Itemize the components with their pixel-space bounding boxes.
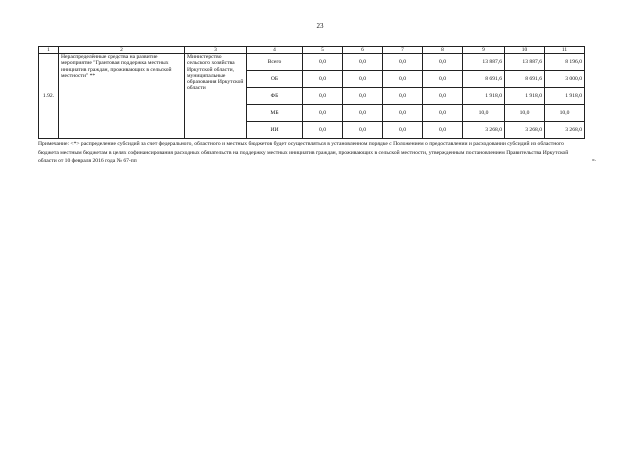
value-cell: 13 887,6 bbox=[463, 54, 505, 71]
executor: Министерство сельского хозяйства Иркутской области, муниципальные образования Иркутской области bbox=[185, 54, 247, 139]
value-cell: 0,0 bbox=[343, 122, 383, 139]
column-number: 11 bbox=[545, 47, 585, 54]
funding-source: Всего bbox=[247, 54, 303, 71]
value-cell: 0,0 bbox=[303, 122, 343, 139]
column-number: 9 bbox=[463, 47, 505, 54]
footnote: Примечание: <*> распределение субсидий за счет федерального, областного и местных бюджетов будет осуществляться в установленном порядке с Положением о предоставлении и расходовании субсидий из областного бюджета местным бюджетам в целях софинансирования расходных обязательств на поддержку местных инициатив граждан, проживающих в сельской местности, утвержденным постановлением Правительства Иркутской области от 10 февраля 2016 года № 67-пп bbox=[38, 141, 569, 165]
budget-table bbox=[38, 46, 585, 139]
value-cell: 0,0 bbox=[303, 88, 343, 105]
closing-quote: ». bbox=[592, 157, 597, 163]
column-number: 1 bbox=[39, 47, 59, 54]
table-row bbox=[39, 54, 585, 71]
value-cell: 0,0 bbox=[423, 105, 463, 122]
value-cell: 0,0 bbox=[383, 122, 423, 139]
column-number: 4 bbox=[247, 47, 303, 54]
page-number: 23 bbox=[316, 22, 324, 30]
column-number: 6 bbox=[343, 47, 383, 54]
value-cell: 10,0 bbox=[545, 105, 585, 122]
funding-source: ФБ bbox=[247, 88, 303, 105]
value-cell: 0,0 bbox=[423, 71, 463, 88]
value-cell: 0,0 bbox=[383, 54, 423, 71]
value-cell: 13 887,6 bbox=[505, 54, 545, 71]
value-cell: 3 268,0 bbox=[463, 122, 505, 139]
measure-description: Нераспределённые средства на развитие мероприятие "Грантовая поддержка местных инициатив граждан, проживающих в сельской местности" ** bbox=[59, 54, 185, 139]
value-cell: 0,0 bbox=[383, 71, 423, 88]
value-cell: 10,0 bbox=[505, 105, 545, 122]
column-number: 8 bbox=[423, 47, 463, 54]
value-cell: 3 000,0 bbox=[545, 71, 585, 88]
value-cell: 0,0 bbox=[343, 88, 383, 105]
value-cell: 0,0 bbox=[383, 105, 423, 122]
value-cell: 0,0 bbox=[343, 54, 383, 71]
value-cell: 1 918,0 bbox=[545, 88, 585, 105]
column-number-row bbox=[39, 47, 585, 54]
value-cell: 8 691,6 bbox=[463, 71, 505, 88]
value-cell: 3 268,0 bbox=[545, 122, 585, 139]
value-cell: 8 691,6 bbox=[505, 71, 545, 88]
column-number: 10 bbox=[505, 47, 545, 54]
value-cell: 0,0 bbox=[423, 122, 463, 139]
column-number: 3 bbox=[185, 47, 247, 54]
value-cell: 1 918,0 bbox=[505, 88, 545, 105]
value-cell: 8 196,0 bbox=[545, 54, 585, 71]
funding-source: МБ bbox=[247, 105, 303, 122]
column-number: 5 bbox=[303, 47, 343, 54]
value-cell: 0,0 bbox=[303, 54, 343, 71]
column-number: 2 bbox=[59, 47, 185, 54]
value-cell: 0,0 bbox=[383, 88, 423, 105]
column-number: 7 bbox=[383, 47, 423, 54]
value-cell: 1 918,0 bbox=[463, 88, 505, 105]
value-cell: 3 268,0 bbox=[505, 122, 545, 139]
value-cell: 0,0 bbox=[423, 54, 463, 71]
value-cell: 0,0 bbox=[303, 71, 343, 88]
value-cell: 0,0 bbox=[423, 88, 463, 105]
value-cell: 0,0 bbox=[343, 71, 383, 88]
value-cell: 10,0 bbox=[463, 105, 505, 122]
value-cell: 0,0 bbox=[303, 105, 343, 122]
funding-source: ОБ bbox=[247, 71, 303, 88]
value-cell: 0,0 bbox=[343, 105, 383, 122]
item-number: 1.92. bbox=[39, 54, 59, 139]
funding-source: ИИ bbox=[247, 122, 303, 139]
